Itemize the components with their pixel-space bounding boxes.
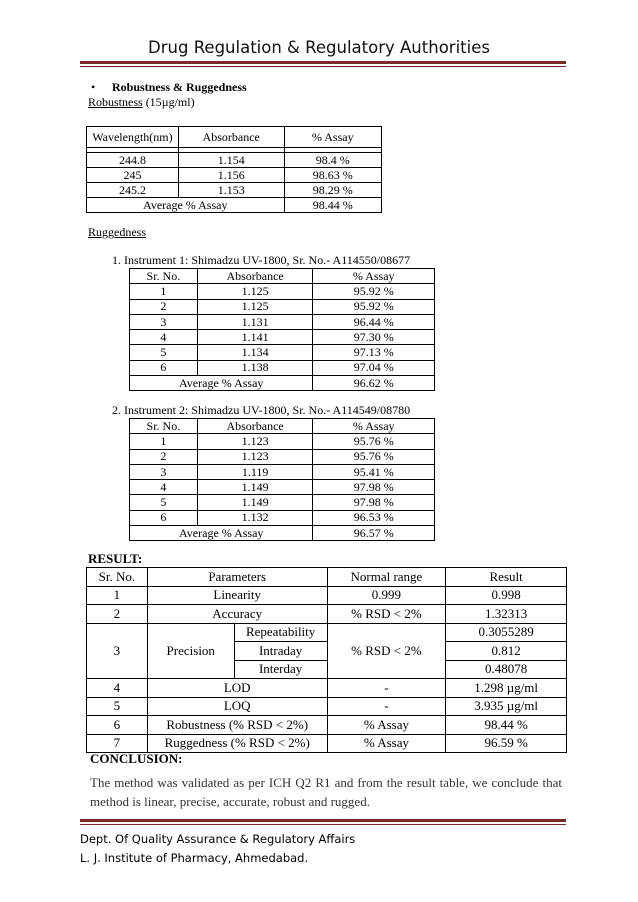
header-rule-thin: [80, 66, 566, 67]
column-header: % Assay: [313, 269, 435, 284]
average-value: 96.62 %: [313, 376, 435, 391]
column-header: Absorbance: [197, 269, 313, 284]
table-header-row: [87, 568, 567, 587]
robustness-label-line: [88, 95, 195, 110]
table-cell: % RSD < 2%: [327, 623, 446, 679]
table-cell: 3: [130, 314, 198, 329]
table-cell: 96.44 %: [313, 314, 435, 329]
instrument-2-table: [129, 418, 435, 541]
table-cell: 2: [130, 449, 198, 464]
instrument-1-table: [129, 268, 435, 391]
robustness-concentration: (15µg/ml): [145, 95, 195, 109]
table-row: [87, 168, 382, 183]
robustness-table: [86, 126, 382, 213]
table-cell: 5: [130, 495, 198, 510]
table-cell: 98.44 %: [446, 716, 567, 735]
bullet: •: [91, 80, 96, 94]
result-table: [86, 567, 567, 753]
table-cell: 1.125: [197, 284, 313, 299]
table-cell: 2: [130, 299, 198, 314]
table-row: [87, 605, 567, 624]
table-cell: 95.92 %: [313, 284, 435, 299]
table-row: [130, 495, 435, 510]
column-header: Result: [446, 568, 567, 587]
table-cell: 4: [130, 480, 198, 495]
robustness-label: Robustness: [88, 95, 143, 109]
conclusion-heading: CONCLUSION:: [90, 751, 183, 766]
conclusion-text: The method was validated as per ICH Q2 R1 and from the result table, we conclude that method is linear, precise, accurate, robust and rugged.: [90, 775, 562, 809]
table-cell: 4: [87, 679, 148, 698]
table-cell: Repeatability: [234, 623, 327, 642]
average-label: Average % Assay: [130, 526, 313, 541]
table-cell: 3: [130, 464, 198, 479]
table-cell: 1.141: [197, 330, 313, 345]
table-cell: 244.8: [87, 153, 179, 168]
table-cell: 95.41 %: [313, 464, 435, 479]
table-cell: 95.76 %: [313, 434, 435, 449]
table-cell: 0.812: [446, 642, 567, 661]
table-cell: 98.63 %: [284, 168, 381, 183]
table-cell: 0.3055289: [446, 623, 567, 642]
table-header-row: [130, 269, 435, 284]
table-cell: 1.149: [197, 480, 313, 495]
table-cell: 97.98 %: [313, 495, 435, 510]
table-row: [130, 360, 435, 375]
table-row: [130, 480, 435, 495]
table-header-row: [130, 419, 435, 434]
average-value: 96.57 %: [313, 526, 435, 541]
table-cell: 97.13 %: [313, 345, 435, 360]
table-cell: 5: [130, 345, 198, 360]
table-cell: 1.156: [178, 168, 284, 183]
column-header: % Assay: [284, 127, 381, 148]
table-cell: 95.92 %: [313, 299, 435, 314]
table-cell: 1.125: [197, 299, 313, 314]
average-label: Average % Assay: [130, 376, 313, 391]
column-header: Absorbance: [197, 419, 313, 434]
table-cell: 2: [87, 605, 148, 624]
column-header: Sr. No.: [130, 269, 198, 284]
table-cell: % Assay: [327, 716, 446, 735]
instrument-1-title: 1. Instrument 1: Shimadzu UV-1800, Sr. No.- A114550/08677: [112, 253, 411, 267]
table-cell: 1.131: [197, 314, 313, 329]
table-cell: 97.04 %: [313, 360, 435, 375]
table-cell: Robustness (% RSD < 2%): [147, 716, 327, 735]
result-heading: RESULT:: [88, 551, 143, 566]
table-cell: 98.29 %: [284, 183, 381, 198]
table-cell: % Assay: [327, 734, 446, 753]
table-cell: Interday: [234, 660, 327, 679]
page-header-title: Drug Regulation & Regulatory Authorities: [148, 38, 490, 57]
table-cell: 6: [130, 510, 198, 525]
column-header: Sr. No.: [130, 419, 198, 434]
table-row: [130, 464, 435, 479]
table-cell: 1.153: [178, 183, 284, 198]
table-row: [87, 153, 382, 168]
table-cell: 6: [87, 716, 148, 735]
table-cell: 1.149: [197, 495, 313, 510]
column-header: Wavelength(nm): [87, 127, 179, 148]
table-cell: % RSD < 2%: [327, 605, 446, 624]
footer-rule: [80, 819, 566, 822]
ruggedness-label: Ruggedness: [88, 225, 146, 239]
table-cell: 245.2: [87, 183, 179, 198]
table-cell: 6: [130, 360, 198, 375]
table-row: [130, 299, 435, 314]
footer-institute: L. J. Institute of Pharmacy, Ahmedabad.: [80, 851, 309, 865]
table-cell: 1: [130, 284, 198, 299]
table-row: [130, 345, 435, 360]
table-cell: 1: [130, 434, 198, 449]
table-cell: Intraday: [234, 642, 327, 661]
table-cell: 96.59 %: [446, 734, 567, 753]
table-cell: 7: [87, 734, 148, 753]
table-cell: 0.998: [446, 586, 567, 605]
table-cell: 0.999: [327, 586, 446, 605]
table-cell: LOQ: [147, 697, 327, 716]
table-cell: 97.98 %: [313, 480, 435, 495]
footer-department: Dept. Of Quality Assurance & Regulatory Affairs: [80, 832, 356, 846]
table-cell: Accuracy: [147, 605, 327, 624]
section-heading: Robustness & Ruggedness: [112, 80, 247, 94]
table-row-average: [87, 198, 382, 213]
column-header: Sr. No.: [87, 568, 148, 587]
table-cell: 3: [87, 623, 148, 679]
table-cell: 96.53 %: [313, 510, 435, 525]
table-cell: 1.154: [178, 153, 284, 168]
table-row: [130, 434, 435, 449]
table-cell: 1.123: [197, 434, 313, 449]
table-cell: 1.123: [197, 449, 313, 464]
column-header: Normal range: [327, 568, 446, 587]
column-header: Parameters: [147, 568, 327, 587]
table-cell: 1.298 µg/ml: [446, 679, 567, 698]
table-row: [87, 679, 567, 698]
column-header: Absorbance: [178, 127, 284, 148]
table-cell: Ruggedness (% RSD < 2%): [147, 734, 327, 753]
footer-rule-thin: [80, 824, 566, 825]
table-header-row: [87, 127, 382, 148]
table-row-average: [130, 526, 435, 541]
table-row: [87, 697, 567, 716]
table-cell: -: [327, 697, 446, 716]
table-row: [130, 284, 435, 299]
table-row: [130, 330, 435, 345]
table-cell: 5: [87, 697, 148, 716]
table-cell: LOD: [147, 679, 327, 698]
table-row: [87, 586, 567, 605]
table-cell: 1.119: [197, 464, 313, 479]
table-cell: 3.935 µg/ml: [446, 697, 567, 716]
table-row: [130, 314, 435, 329]
table-cell: Precision: [147, 623, 234, 679]
table-cell: 1.32313: [446, 605, 567, 624]
table-cell: 1: [87, 586, 148, 605]
header-rule: [80, 61, 566, 64]
table-row: [87, 734, 567, 753]
table-cell: -: [327, 679, 446, 698]
table-cell: Linearity: [147, 586, 327, 605]
average-value: 98.44 %: [284, 198, 381, 213]
table-cell: 1.132: [197, 510, 313, 525]
table-row-average: [130, 376, 435, 391]
table-cell: 98.4 %: [284, 153, 381, 168]
table-cell: 1.134: [197, 345, 313, 360]
table-cell: 245: [87, 168, 179, 183]
table-row: [87, 716, 567, 735]
table-row: [87, 183, 382, 198]
table-cell: 4: [130, 330, 198, 345]
table-cell: 1.138: [197, 360, 313, 375]
table-cell: 95.76 %: [313, 449, 435, 464]
instrument-2-title: 2. Instrument 2: Shimadzu UV-1800, Sr. No.- A114549/08780: [112, 403, 411, 417]
average-label: Average % Assay: [87, 198, 285, 213]
table-row: [87, 623, 567, 642]
table-cell: 97.30 %: [313, 330, 435, 345]
table-row: [130, 510, 435, 525]
table-cell: 0.48078: [446, 660, 567, 679]
table-row: [130, 449, 435, 464]
column-header: % Assay: [313, 419, 435, 434]
